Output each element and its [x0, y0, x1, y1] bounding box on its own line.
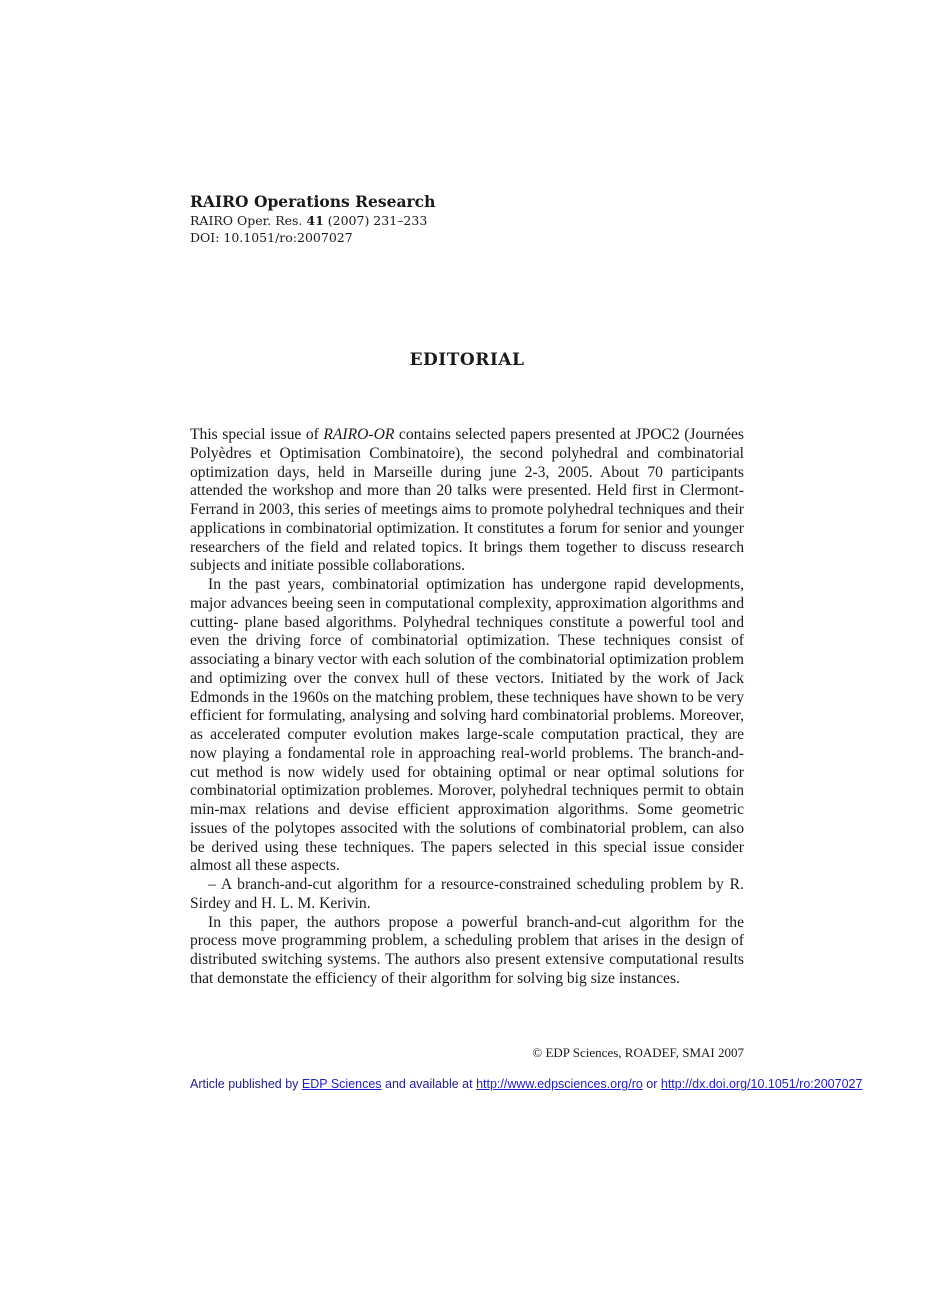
- edpsciences-url-link[interactable]: http://www.edpsciences.org/ro: [476, 1077, 643, 1091]
- editorial-heading: EDITORIAL: [409, 350, 525, 370]
- paragraph-paper-summary: In this paper, the authors propose a powerful branch-and-cut algorithm for the process move programming problem, a scheduling problem that arises in the design of distributed switching systems. The authors also present extensive computational results that demonstate the efficiency of their algorithm for solving big size instances.: [190, 913, 744, 987]
- paragraph-intro: [190, 426, 744, 576]
- article-body: [190, 426, 744, 989]
- citation-volume: 41: [306, 213, 324, 228]
- journal-name-italic: RAIRO-OR: [323, 426, 395, 443]
- journal-title: RAIRO Operations Research: [190, 192, 436, 211]
- publisher-text-3: or: [642, 1077, 661, 1091]
- copyright-notice: © EDP Sciences, ROADEF, SMAI 2007: [532, 1045, 744, 1060]
- journal-header: [190, 192, 750, 246]
- citation-prefix: RAIRO Oper. Res.: [190, 213, 307, 228]
- publisher-line: [190, 1076, 910, 1092]
- intro-rest: contains selected papers presented at JPOC2 (Journées Polyèdres et Optimisation Combinatoire), the second polyhedral and combinatorial optimization days, held in Marseille during june 2-3, 2005. About 70 participants attended the workshop and more than 20 talks were presented. Held first in Clermont-Ferrand in 2003, this series of meetings aims to promote polyhedral techniques and their applications in combinatorial optimization. It constitutes a forum for senior and younger researchers of the field and related topics. It brings them together to discuss research subjects and initiate possible collaborations.: [190, 426, 744, 575]
- doi-line: DOI: 10.1051/ro:2007027: [190, 230, 353, 245]
- intro-start: This special issue of: [190, 426, 324, 443]
- publisher-text-1: Article published by: [190, 1077, 302, 1091]
- citation-line: [190, 212, 750, 229]
- publisher-text-2: and available at: [381, 1077, 477, 1091]
- edp-sciences-link[interactable]: EDP Sciences: [301, 1077, 382, 1091]
- paragraph-background: In the past years, combinatorial optimization has undergone rapid developments, major advances beeing seen in computational complexity, approximation algorithms and cutting- plane based algorithms. Polyhedral techniques constitute a powerful tool and even the driving force of combinatorial optimization. These techniques consist of associating a binary vector with each solution of the combinatorial optimization problem and optimizing over the convex hull of these vectors. Initiated by the work of Jack Edmonds in the 1960s on the matching problem, these techniques have shown to be very efficient for formulating, analysing and solving hard combinatorial problems. Moreover, as accelerated computer evolution makes large-scale computation practical, they are now playing a fondamental role in approaching real-world problems. The branch-and-cut method is now widely used for obtaining optimal or near optimal solutions for combinatorial optimization problemes. Morover, polyhedral techniques permit to obtain min-max relations and devise efficient approximation algorithms. Some geometric issues of the polytopes associted with the solutions of combinatorial problem, can also be derived using these techniques. The papers selected in this special issue consider almost all these aspects.: [190, 576, 744, 875]
- doi-url-link[interactable]: http://dx.doi.org/10.1051/ro:2007027: [660, 1077, 863, 1091]
- citation-suffix: (2007) 231–233: [323, 213, 428, 228]
- paper-entry: – A branch-and-cut algorithm for a resource-constrained scheduling problem by R. Sirdey and H. L. M. Kerivin.: [190, 876, 744, 912]
